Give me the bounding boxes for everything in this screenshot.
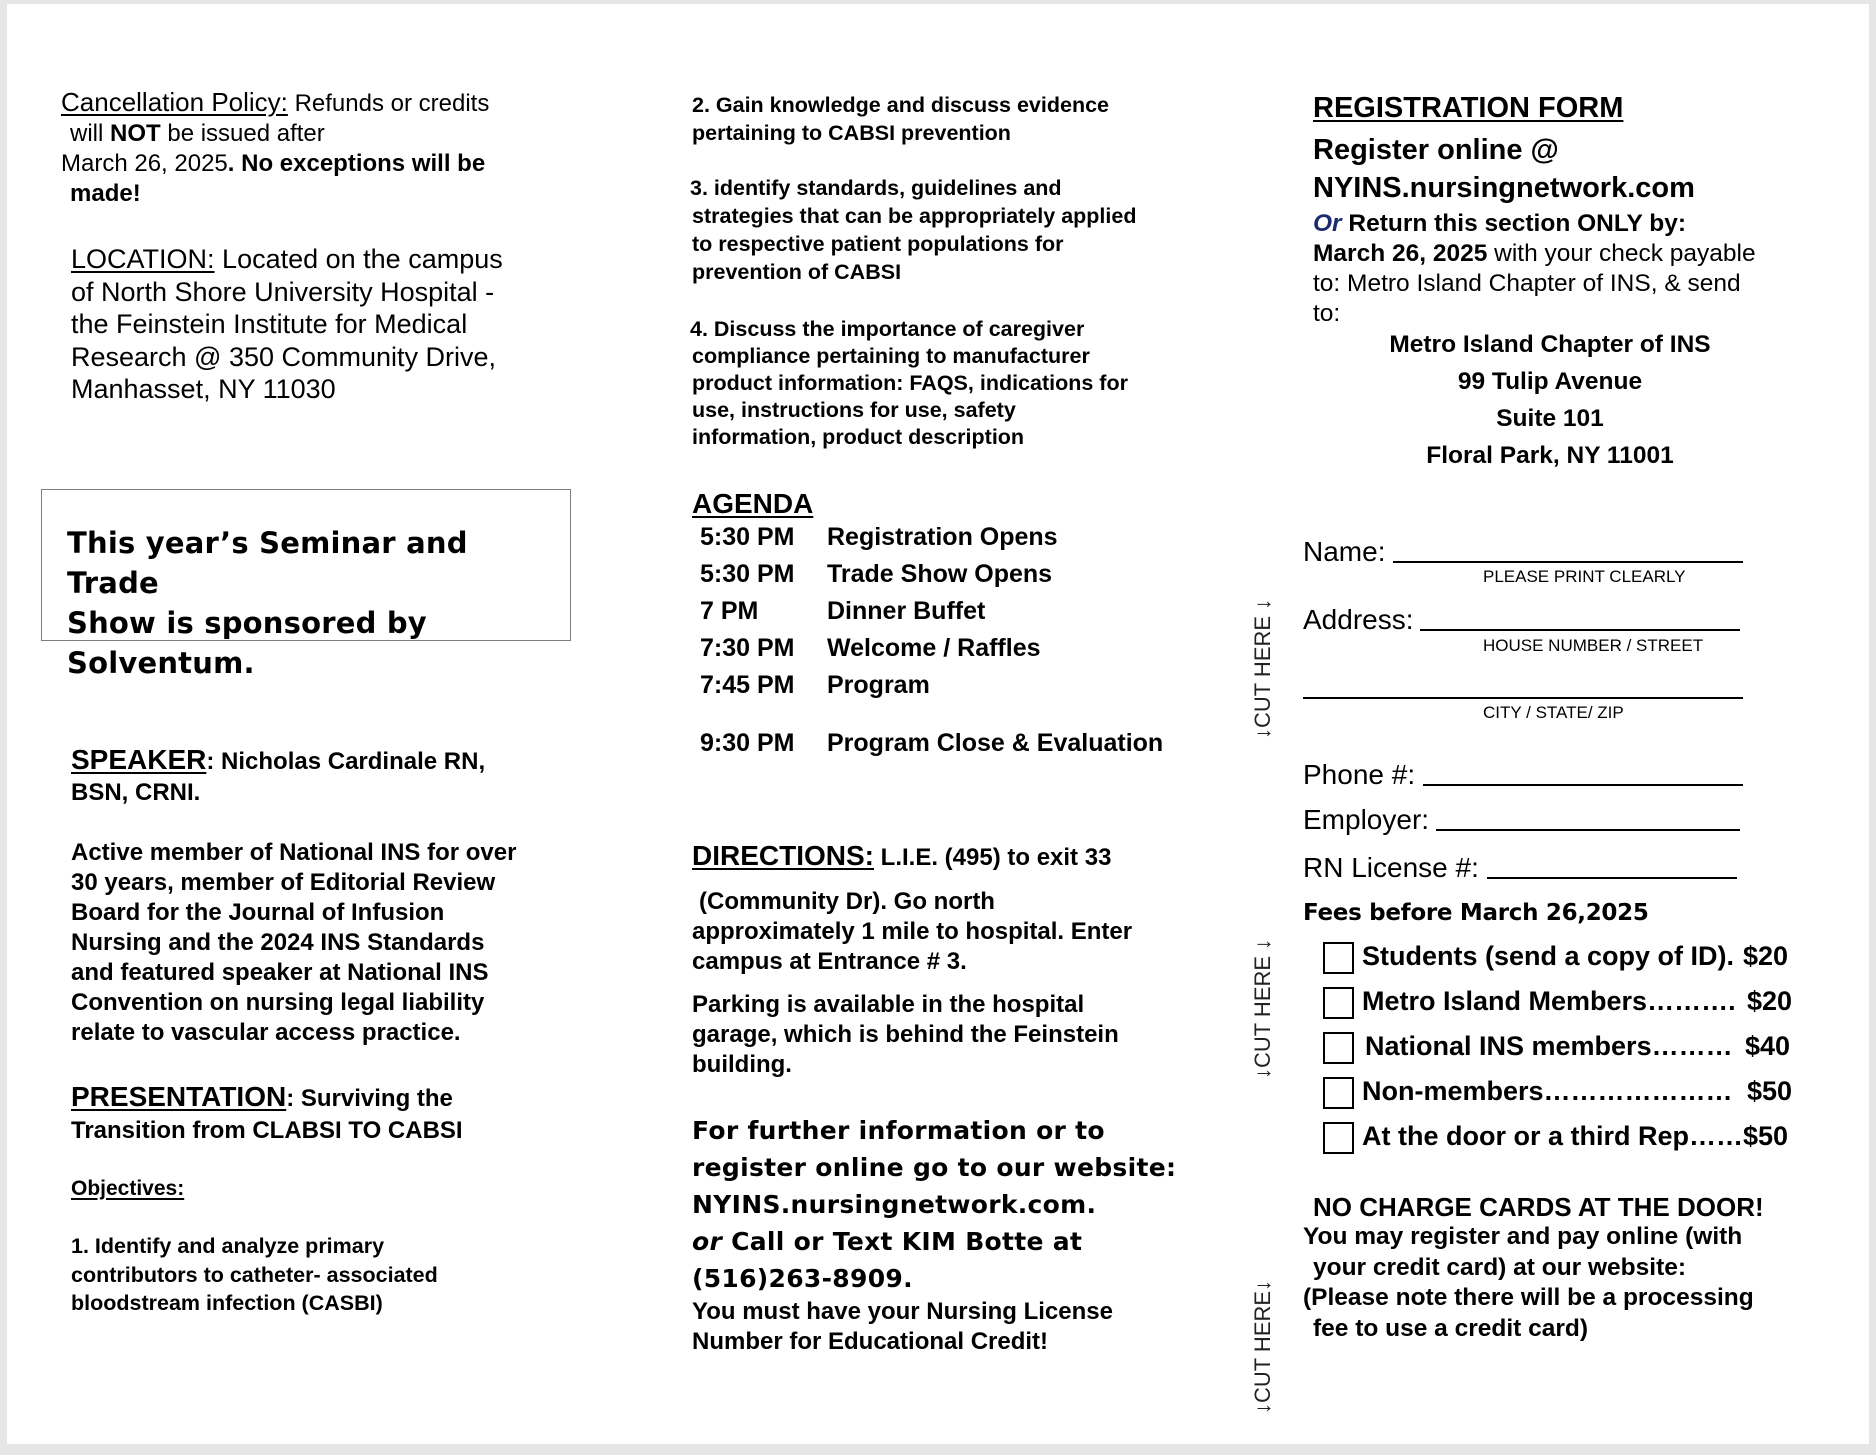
fee-checkbox[interactable] [1323, 942, 1354, 974]
speaker-bio-line-2: 30 years, member of Editorial Review [71, 869, 496, 896]
address-hint: HOUSE NUMBER / STREET [1483, 636, 1704, 655]
directions-text [692, 887, 1232, 977]
presentation-block [71, 1081, 591, 1147]
objective-3-line-1: 3. identify standards, guidelines and [690, 176, 1062, 200]
presentation-heading: PRESENTATION [71, 1081, 287, 1112]
fees-heading: Fees before March 26,2025 [1303, 900, 1649, 926]
directions-heading: DIRECTIONS: [692, 840, 874, 871]
fee-label: Students (send a copy of ID). [1362, 941, 1735, 971]
return-to-line2: to: [1313, 300, 1341, 327]
agenda-event: Welcome / Raffles [827, 634, 1041, 662]
agenda-time: 7 PM [700, 597, 759, 625]
sponsor-line3: Solventum. [67, 646, 255, 680]
cut-here-marker-1: ↓CUT HERE ↓ [1250, 598, 1275, 739]
objective-2 [692, 91, 1212, 147]
name-input-line[interactable] [1393, 561, 1743, 563]
fee-amount: $20 [1743, 941, 1789, 971]
fee-amount: $50 [1747, 1076, 1793, 1106]
payment-notes [1303, 1222, 1823, 1344]
agenda-time: 5:30 PM [700, 560, 795, 588]
registration-website: NYINS.nursingnetwork.com [1313, 172, 1695, 204]
sponsor-box [41, 489, 571, 680]
directions-line-3: campus at Entrance # 3. [692, 948, 967, 975]
cancellation-policy [61, 87, 581, 209]
agenda-time: 7:45 PM [700, 671, 795, 699]
mailing-address-line-4: Floral Park, NY 11001 [1426, 442, 1674, 469]
objective-4-line-1: 4. Discuss the importance of caregiver [690, 317, 1085, 341]
agenda-time: 5:30 PM [700, 523, 795, 551]
fee-amount: $40 [1745, 1031, 1791, 1061]
return-instructions [1313, 209, 1813, 329]
location-line3: the Feinstein Institute for Medical [71, 309, 468, 339]
info-phone: (516)263-8909. [692, 1264, 913, 1293]
parking-text [692, 990, 1232, 1080]
speaker-heading: SPEAKER [71, 744, 207, 775]
rn-license-input-line[interactable] [1487, 877, 1737, 879]
objective-4 [692, 316, 1222, 451]
return-to-line: to: Metro Island Chapter of INS, & send [1313, 270, 1741, 297]
location-line5: Manhasset, NY 11030 [71, 374, 336, 404]
fee-amount: $20 [1747, 986, 1793, 1016]
brochure-page [7, 4, 1869, 1444]
location-block [71, 243, 591, 406]
payment-notes-line-1: You may register and pay online (with [1303, 1223, 1743, 1250]
info-line1: For further information or to [692, 1116, 1105, 1145]
fee-checkbox[interactable] [1323, 1122, 1354, 1154]
employer-label: Employer: [1303, 804, 1430, 835]
mailing-address-line-2: 99 Tulip Avenue [1457, 368, 1643, 395]
address-input-line[interactable] [1420, 629, 1740, 631]
phone-input-line[interactable] [1423, 784, 1743, 786]
cut-here-marker-2: ↓CUT HERE ↓ [1250, 938, 1275, 1079]
objective-1-line-2: contributors to catheter- associated [71, 1262, 438, 1287]
payment-notes-line-2: your credit card) at our website: [1313, 1253, 1687, 1281]
objective-4-line-5: information, product description [692, 425, 1025, 449]
rn-license-label: RN License #: [1303, 852, 1479, 883]
sponsor-line1: This year’s Seminar and Trade [67, 526, 468, 600]
fee-label: At the door or a third Rep…… [1362, 1121, 1743, 1151]
objective-2-line-2: pertaining to CABSI prevention [692, 121, 1011, 145]
presentation-text1: : Surviving the [286, 1085, 453, 1112]
objective-1 [71, 1232, 591, 1318]
sponsor-text [67, 523, 557, 683]
cancellation-line4: made! [70, 180, 141, 207]
fee-label: National INS members……… [1365, 1031, 1733, 1061]
presentation-text2: Transition from CLABSI TO CABSI [71, 1117, 463, 1144]
info-website: NYINS.nursingnetwork.com. [692, 1190, 1097, 1219]
employer-input-line[interactable] [1436, 829, 1740, 831]
agenda-time: 7:30 PM [700, 634, 795, 662]
directions-line-2: approximately 1 mile to hospital. Enter [692, 918, 1133, 945]
cancellation-line2c: be issued after [160, 120, 325, 147]
cancellation-not: NOT [110, 120, 161, 147]
speaker-bio [71, 838, 591, 1048]
cut-here-marker-3: ↓CUT HERE↓ [1250, 1279, 1275, 1414]
city-hint: CITY / STATE/ ZIP [1483, 703, 1624, 722]
location-heading: LOCATION: [71, 244, 215, 274]
fee-checkbox[interactable] [1323, 1032, 1354, 1064]
info-line6: You must have your Nursing License [692, 1298, 1113, 1325]
cancellation-line1: Refunds or credits [294, 90, 490, 117]
cancellation-date: March 26, 2025 [61, 150, 228, 177]
cancellation-heading: Cancellation Policy: [61, 87, 288, 117]
location-line1: Located on the campus [222, 244, 503, 274]
parking-line-2: garage, which is behind the Feinstein [692, 1021, 1119, 1048]
return-or: Or [1313, 210, 1342, 237]
payment-notes-line-3: (Please note there will be a processing [1303, 1284, 1754, 1311]
objective-3 [692, 174, 1222, 286]
agenda-event: Registration Opens [827, 523, 1058, 551]
payment-notes-line-4: fee to use a credit card) [1313, 1314, 1589, 1342]
cancellation-line2a: will [70, 120, 110, 147]
info-line7: Number for Educational Credit! [692, 1328, 1049, 1355]
mailing-address-line-1: Metro Island Chapter of INS [1389, 331, 1711, 358]
objective-4-line-4: use, instructions for use, safety [692, 398, 1016, 422]
objective-3-line-2: strategies that can be appropriately applied [692, 204, 1137, 228]
mailing-address-line-3: Suite 101 [1496, 405, 1604, 432]
return-text: Return this section ONLY by: [1341, 210, 1687, 237]
return-deadline-rest: with your check payable [1487, 240, 1756, 267]
parking-line-1: Parking is available in the hospital [692, 991, 1085, 1018]
fee-label: Metro Island Members………. [1362, 986, 1736, 1016]
info-line2: register online go to our website: [692, 1153, 1177, 1182]
parking-line-3: building. [692, 1051, 792, 1078]
name-label: Name: [1303, 536, 1386, 567]
speaker-bio-line-6: Convention on nursing legal liability [71, 989, 485, 1016]
speaker-bio-line-4: Nursing and the 2024 INS Standards [71, 929, 485, 956]
register-online: Register online @ [1313, 134, 1559, 166]
city-input-line[interactable] [1303, 697, 1743, 699]
agenda-event: Trade Show Opens [827, 560, 1053, 588]
speaker-credentials: BSN, CRNI. [71, 779, 201, 806]
fee-label: Non-members………………… [1362, 1076, 1733, 1106]
objective-2-line-1: 2. Gain knowledge and discuss evidence [692, 93, 1110, 117]
agenda-heading: AGENDA [692, 488, 814, 519]
objectives-heading: Objectives: [71, 1177, 185, 1200]
sponsor-line2: Show is sponsored by [67, 606, 427, 640]
fee-checkbox[interactable] [1323, 1077, 1354, 1109]
speaker-block [71, 744, 591, 808]
further-info [692, 1112, 1252, 1357]
fee-amount: $50 [1743, 1121, 1789, 1151]
cancellation-line3b: . No exceptions will be [227, 150, 486, 177]
objective-4-line-2: compliance pertaining to manufacturer [692, 344, 1090, 368]
mailing-address [1293, 326, 1807, 474]
directions-line-1: (Community Dr). Go north [699, 888, 995, 915]
location-line2: of North Shore University Hospital - [71, 276, 495, 307]
name-hint: PLEASE PRINT CLEARLY [1483, 567, 1686, 586]
info-or: or [692, 1227, 723, 1256]
phone-label: Phone #: [1303, 759, 1416, 790]
objective-3-line-4: prevention of CABSI [692, 260, 902, 284]
registration-title: REGISTRATION FORM [1313, 92, 1624, 124]
speaker-bio-line-1: Active member of National INS for over [71, 839, 517, 866]
directions-line1: L.I.E. (495) to exit 33 [874, 844, 1112, 871]
info-line4: Call or Text KIM Botte at [722, 1227, 1083, 1256]
speaker-bio-line-3: Board for the Journal of Infusion [71, 899, 445, 926]
location-line4: Research @ 350 Community Drive, [71, 341, 497, 372]
agenda-event: Dinner Buffet [827, 597, 986, 625]
agenda-event: Program Close & Evaluation [827, 729, 1164, 757]
agenda-event: Program [827, 671, 930, 699]
return-deadline: March 26, 2025 [1313, 240, 1488, 267]
directions-block [692, 840, 1232, 872]
speaker-bio-line-5: and featured speaker at National INS [71, 959, 489, 986]
objective-1-line-1: 1. Identify and analyze primary [71, 1234, 385, 1258]
speaker-name: : Nicholas Cardinale RN, [206, 748, 486, 775]
objective-1-line-3: bloodstream infection (CASBI) [71, 1291, 383, 1315]
agenda-time: 9:30 PM [700, 729, 795, 757]
no-charge-notice: NO CHARGE CARDS AT THE DOOR! [1313, 1192, 1764, 1222]
address-label: Address: [1303, 604, 1414, 635]
speaker-bio-line-7: relate to vascular access practice. [71, 1019, 461, 1046]
objective-3-line-3: to respective patient populations for [692, 232, 1064, 256]
fee-checkbox[interactable] [1323, 987, 1354, 1019]
objective-4-line-3: product information: FAQS, indications for [692, 371, 1128, 395]
